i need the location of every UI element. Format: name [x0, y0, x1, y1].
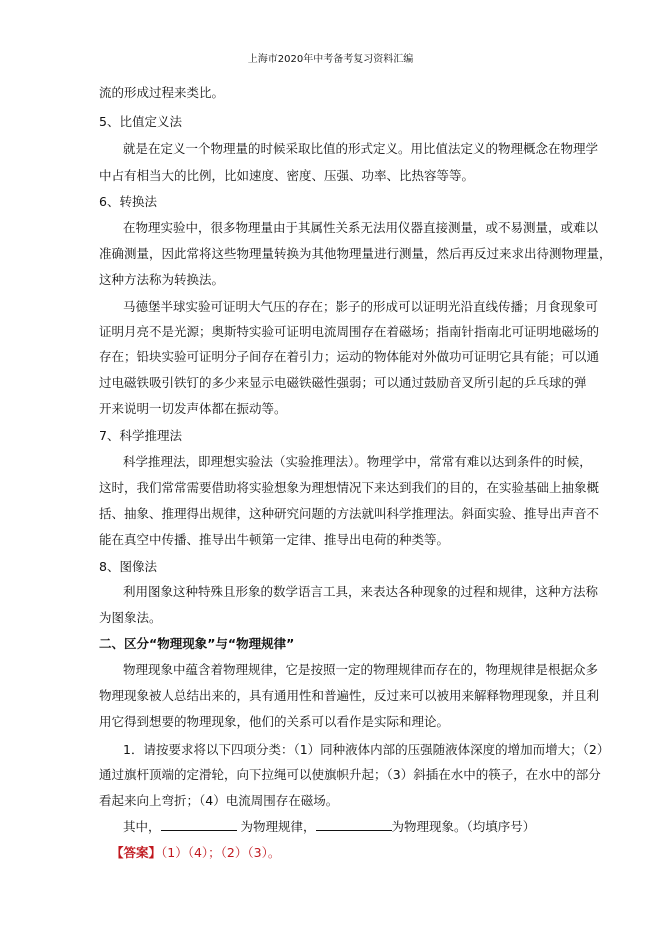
text-line: 马德堡半球实验可证明大气压的存在；影子的形成可以证明光沿直线传播；月食现象可	[123, 299, 599, 314]
question-line: 看起来向上弯折；（4）电流周围存在磁场。	[99, 793, 339, 808]
text-line: 存在；铅块实验可证明分子间存在着引力；运动的物体能对外做功可证明它具有能；可以通	[99, 349, 600, 364]
text-line: 证明月亮不是光源；奥斯特实验可证明电流周围存在着磁场；指南针指南北可证明地磁场的	[99, 324, 600, 339]
answer-text: （1）（4）；（2）（3）。	[161, 845, 281, 860]
text-line: 用它得到想要的物理现象，他们的关系可以看作是实际和理论。	[99, 714, 450, 729]
text-line: 为图象法。	[99, 610, 162, 625]
fill-mid: 为物理规律，	[240, 819, 316, 834]
text-line: 科学推理法，即理想实验法（实验推理法）。物理学中，常常有难以达到条件的时候，	[123, 454, 592, 469]
text-line: 括、抽象、推理得出规律，这种研究问题的方法就叫科学推理法。斜面实验、推导出声音不	[99, 506, 600, 521]
text-line: 能在真空中传播、推导出牛顿第一定律、推导出电荷的种类等。	[99, 532, 450, 547]
section-title: 二、区分“物理现象”与“物理规律”	[99, 636, 295, 651]
text-line: 利用图象这种特殊且形象的数学语言工具，来表达各种现象的过程和规律，这种方法称	[123, 584, 599, 599]
page-header: 上海市2020年中考备考复习资料汇编	[247, 54, 414, 65]
blank-phenomenon	[316, 818, 392, 831]
fill-prefix: 其中，	[123, 819, 161, 834]
section-heading: 8、图像法	[99, 559, 157, 574]
fill-blank-line	[123, 817, 535, 835]
text-line: 这时，我们常常需要借助将实验想象为理想情况下来达到我们的目的，在实验基础上抽象概	[99, 480, 600, 495]
text-line: 物理现象被人总结出来的，具有通用性和普遍性，反过来可以被用来解释物理现象，并且利	[99, 688, 600, 703]
text-line: 中占有相当大的比例，比如速度、密度、压强、功率、比热容等等。	[99, 168, 475, 183]
text-line: 准确测量，因此常将这些物理量转换为其他物理量进行测量，然后再反过来求出待测物理量，	[99, 246, 612, 261]
text-line: 流的形成过程来类比。	[99, 85, 225, 100]
section-heading: 6、转换法	[99, 194, 157, 209]
text-line: 就是在定义一个物理量的时候采取比值的形式定义。用比值法定义的物理概念在物理学	[123, 141, 599, 156]
answer-line	[111, 843, 280, 861]
question-line: 通过旗杆顶端的定滑轮，向下拉绳可以使旗帜升起；（3）斜插在水中的筷子，在水中的部分	[99, 767, 601, 782]
answer-label: 【答案】	[111, 845, 162, 860]
text-line: 在物理实验中，很多物理量由于其属性关系无法用仪器直接测量，或不易测量，或难以	[123, 220, 599, 235]
fill-suffix: 为物理现象。（均填序号）	[391, 819, 536, 834]
text-line: 这种方法称为转换法。	[99, 272, 225, 287]
question-line: 1．请按要求将以下四项分类：（1）同种液体内部的压强随液体深度的增加而增大；（2）	[123, 742, 610, 757]
text-line: 物理现象中蕴含着物理规律，它是按照一定的物理规律而存在的，物理规律是根据众多	[123, 662, 599, 677]
blank-law	[161, 818, 237, 831]
section-heading: 5、比值定义法	[99, 114, 182, 129]
text-line: 开来说明一切发声体都在振动等。	[99, 401, 287, 416]
section-heading: 7、科学推理法	[99, 428, 182, 443]
text-line: 过电磁铁吸引铁钉的多少来显示电磁铁磁性强弱；可以通过鼓励音叉所引起的乒乓球的弹	[99, 375, 587, 390]
